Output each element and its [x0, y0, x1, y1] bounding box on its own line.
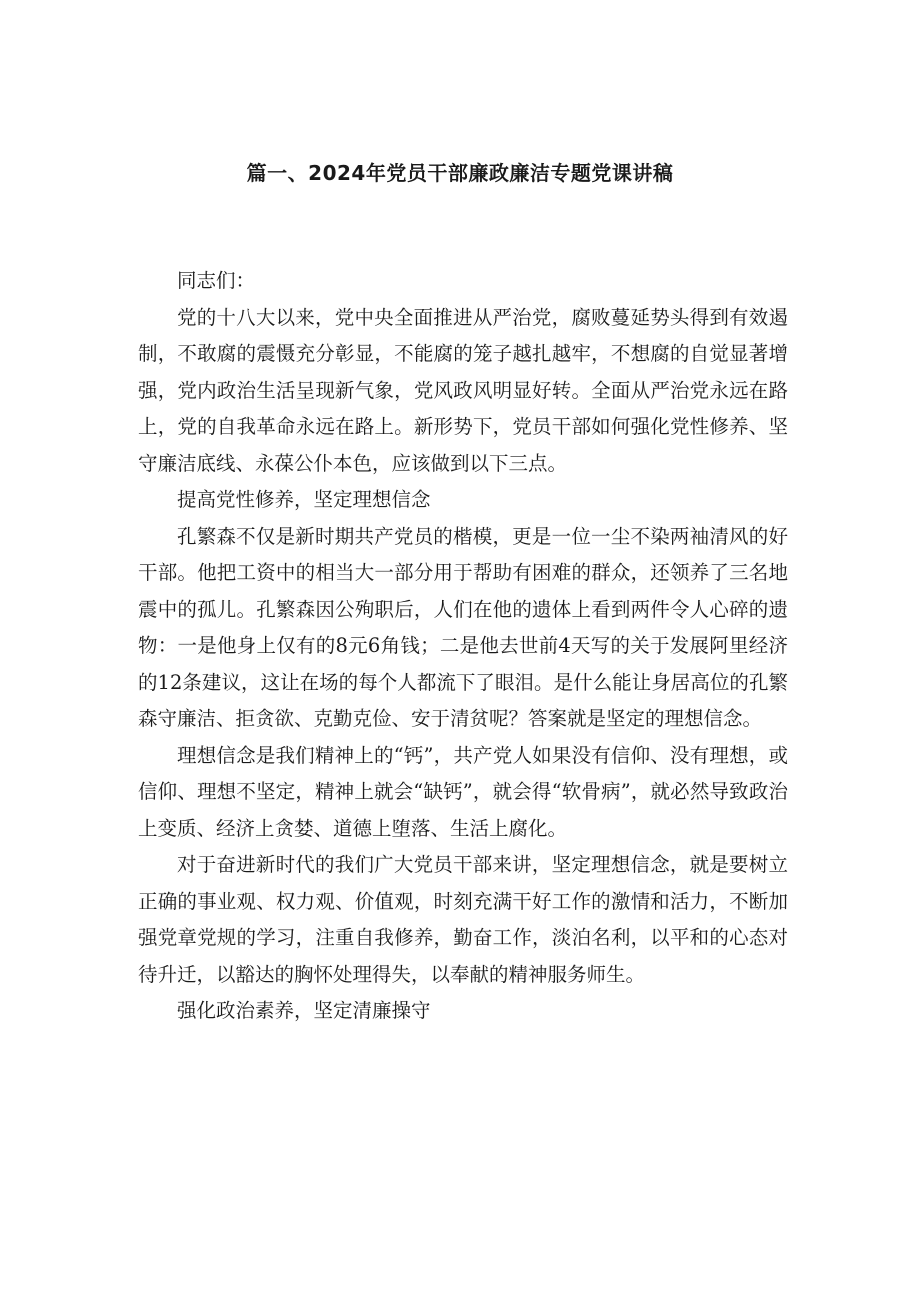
salutation: 同志们：: [177, 269, 256, 292]
paragraph-ideals: 理想信念是我们精神上的“钙”，共产党人如果没有信仰、没有理想，或信仰、理想不坚定，精神上就会“缺钙”，就会得“软骨病”，就必然导致政治上变质、经济上贪婪、道德上堕落、生活上腐化。: [138, 743, 788, 840]
paragraph-new-era: 对于奋进新时代的我们广大党员干部来讲，坚定理想信念，就是要树立正确的事业观、权力观、价值观，时刻充满干好工作的激情和活力，不断加强党章党规的学习，注重自我修养，勤奋工作，淡泊名利，以平和的心态对待升迁，以豁达的胸怀处理得失，以奉献的精神服务师生。: [138, 853, 788, 986]
section-heading-2: 强化政治素养，坚定清廉操守: [177, 999, 431, 1022]
section-heading-1: 提高党性修养，坚定理想信念: [177, 488, 431, 511]
paragraph-kong-fansen: 孔繁森不仅是新时期共产党员的楷模，更是一位一尘不染两袖清风的好干部。他把工资中的相当大一部分用于帮助有困难的群众，还领养了三名地震中的孤儿。孔繁森因公殉职后，人们在他的遗体上看到两件令人心碎的遗物：一是他身上仅有的8元6角钱；二是他去世前4天写的关于发展阿里经济的12条建议，这让在场的每个人都流下了眼泪。是什么能让身居高位的孔繁森守廉洁、拒贪欲、克勤克俭、安于清贫呢？答案就是坚定的理想信念。: [138, 524, 788, 730]
document-title: 篇一、2024年党员干部廉政廉洁专题党课讲稿: [246, 161, 674, 185]
document-body: [138, 263, 788, 1030]
paragraph-intro: 党的十八大以来，党中央全面推进从严治党，腐败蔓延势头得到有效遏制，不敢腐的震慑充分彰显，不能腐的笼子越扎越牢，不想腐的自觉显著增强，党内政治生活呈现新气象，党风政风明显好转。全面从严治党永远在路上，党的自我革命永远在路上。新形势下，党员干部如何强化党性修养、坚守廉洁底线、永葆公仆本色，应该做到以下三点。: [138, 305, 788, 475]
